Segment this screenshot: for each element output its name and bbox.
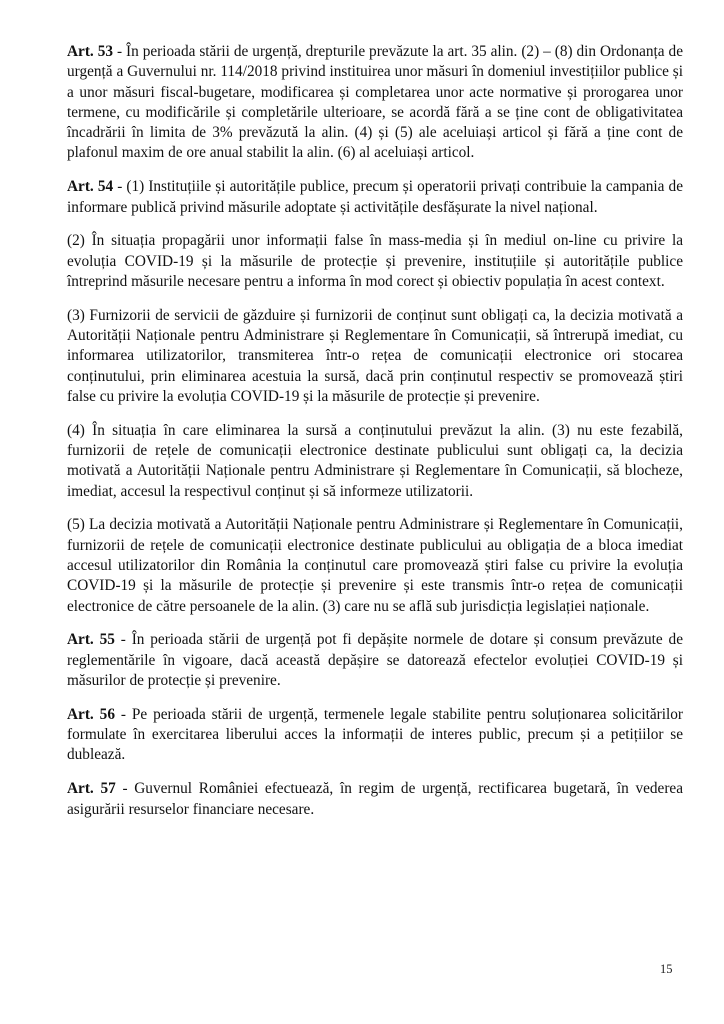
article-heading: Art. 53 bbox=[67, 43, 114, 60]
document-page bbox=[67, 42, 683, 833]
article-54-paragraph-4 bbox=[67, 421, 683, 502]
paragraph-text: - (1) Instituțiile și autoritățile publice, precum și operatorii privați contribuie la campania de informare publică privind măsurile adoptate și activitățile desfășurate la nivel național. bbox=[67, 178, 683, 216]
article-heading: Art. 57 bbox=[67, 780, 116, 798]
paragraph-text: (3) Furnizorii de servicii de găzduire și furnizorii de conținut sunt obligați ca, la decizia motivată a Autorității Naționale pentru Administrare și Reglementare în Comunicații, să întrerupă imediat, cu informarea utilizatorilor, transmiterea într-o rețea de comunicații electronice ori stocarea conținutului, prin eliminarea acestuia la sursă, dacă prin conținutul respectiv se promovează știri false cu privire la evoluția COVID-19 și la măsurile de protecție și prevenire. bbox=[67, 306, 683, 405]
article-54-paragraph-1 bbox=[67, 177, 683, 218]
article-54-paragraph-2 bbox=[67, 231, 683, 292]
page-number: 15 bbox=[660, 962, 673, 976]
article-57-paragraph bbox=[67, 779, 683, 820]
paragraph-text: (4) În situația în care eliminarea la sursă a conținutului prevăzut la alin. (3) nu este fezabilă, furnizorii de rețele de comunicații electronice destinate publicului sunt obligați ca, la decizia motivată a Autorității Naționale pentru Administrare și Reglementare în Comunicații, să blocheze, imediat, accesul la respectivul conținut și să informeze utilizatorii. bbox=[67, 421, 683, 500]
paragraph-text: - Pe perioada stării de urgență, termenele legale stabilite pentru soluționarea solicitărilor formulate în exercitarea liberului acces la informații de interes public, precum și a petițiilor se dublează. bbox=[67, 705, 683, 764]
article-53-paragraph bbox=[67, 42, 683, 164]
article-heading: Art. 54 bbox=[67, 178, 114, 196]
article-56-paragraph bbox=[67, 705, 683, 766]
article-heading: Art. 56 bbox=[67, 705, 115, 723]
paragraph-text: - În perioada stării de urgență, drepturile prevăzute la art. 35 alin. (2) – (8) din Ordonanța de urgență a Guvernului nr. 114/2018 privind instituirea unor măsuri în domeniul investițiilor publice și a unor măsuri fiscal-bugetare, modificarea și completarea unor acte normative și prorogarea unor termene, cu modificările și completările ulterioare, se acordă fără a se ține cont de obligativitatea încadrării în limita de 3% prevăzută la alin. (4) și (5) ale aceluiași articol și fără a ține cont de plafonul maxim de ore anual stabilit la alin. (6) al aceluiași articol. bbox=[67, 43, 683, 162]
article-55-paragraph bbox=[67, 630, 683, 691]
paragraph-text: (2) În situația propagării unor informații false în mass-media și în mediul on-line cu privire la evoluția COVID-19 și la măsurile de protecție și prevenire, instituțiile și autoritățile publice întreprind măsurile necesare pentru a informa în mod corect și obiectiv populația în acest context. bbox=[67, 232, 683, 290]
paragraph-text: (5) La decizia motivată a Autorității Naționale pentru Administrare și Reglementare în Comunicații, furnizorii de rețele de comunicații electronice destinate publicului au obligația de a bloca imediat accesul utilizatorilor din România la conținutul care promovează știri false cu privire la evoluția COVID-19 și la măsurile de protecție și prevenire și este transmis într-o rețea de comunicații electronice de către persoanele de la alin. (3) care nu se află sub jurisdicția legislației naționale. bbox=[67, 516, 683, 615]
paragraph-text: - Guvernul României efectuează, în regim de urgență, rectificarea bugetară, în vederea asigurării resurselor financiare necesare. bbox=[67, 780, 683, 818]
article-54-paragraph-5 bbox=[67, 515, 683, 616]
article-54-paragraph-3 bbox=[67, 306, 683, 407]
paragraph-text: - În perioada stării de urgență pot fi depășite normele de dotare și consum prevăzute de reglementările în vigoare, dacă această depășire se datorează efectelor evoluției COVID-19 și măsurilor de protecție și prevenire. bbox=[67, 631, 683, 690]
article-heading: Art. 55 bbox=[67, 631, 115, 649]
